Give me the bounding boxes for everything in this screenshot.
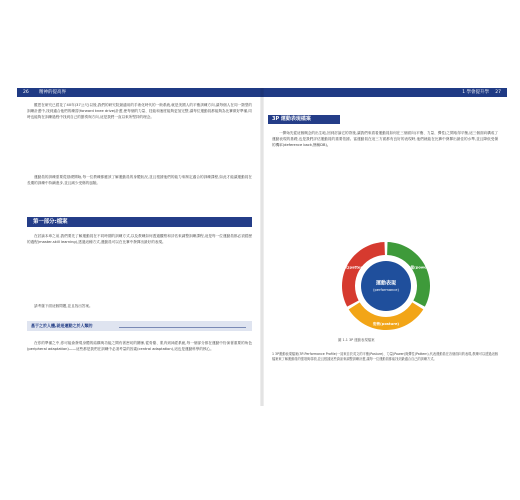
left-paragraph-2: 運動員的訓練需要從基礎開始,每一位教練都應該了解運動員的身體狀況,並且根據他們的能力來制定適合的訓練課程,如此才能讓運動員在長期的訓練中持續進步,並且減少受傷的風險。: [27, 175, 252, 186]
left-paragraph-5: 在你的準備之中,你可能會發現身體的結構與功能之間有著密切的關係,從骨骼、肌肉到神經系統,每一個部分都在運動中扮演著重要的角色(peripheral adaptation)——這些都是我們在訓練中必須考量的因素(central adaptation),這也是運動科學的核心。: [27, 341, 252, 352]
right-running-title: 1 學會提升學: [462, 90, 489, 95]
callout-fill-line: [119, 327, 246, 328]
callout-label: 基于之於人體,就是運動之於人類的: [31, 323, 93, 328]
left-paragraph-3: 在討論本章之前,我們要先了解運動員在不同時期的訓練方式,以及教練如何透過觀察和評估來調整訓練課程,這是每一位運動員都必須經歷的過程(master-skill learning),透過這種方式,運動員可以在比賽中發揮出最好的表現。: [27, 234, 252, 245]
book-gutter: [260, 88, 264, 406]
section-tag: 3P 運動表現檔案: [272, 116, 311, 122]
right-page-number: 27: [495, 90, 501, 95]
profile-diagram: [338, 238, 434, 334]
diagram-label-power: 力量(power): [406, 265, 430, 270]
diagram-label-pattern: 模式(pattern): [340, 265, 367, 270]
diagram-center-label: 運動表現: [375, 280, 397, 287]
left-page: [17, 88, 262, 406]
diagram-center-sublabel: (performance): [373, 288, 399, 292]
callout-box: [27, 321, 252, 331]
left-page-header: [17, 88, 262, 97]
footnote: 1 3P運動表現檔案(3P-Performance Profile)一詞來自於英文的平衡(Posture)、力量(Power)與彈性(Pattern),代表運動員在各個面向的表現,教練可以透過這個檔案來了解運動員的強項與弱項,並且根據這些資訊來調整訓練計畫,讓每一位運動員都能找到最適合自己的訓練方式。: [272, 352, 498, 362]
left-paragraph-1: 羅恩在研究已經花了40年(37公尺)以後,我們的研究院最適用的手術化時代的一般系統,就是美國人的平衡訓練方向,讓每個人在同一類型的訓練計畫中,找到適合他們的練習(forward knee drive)計畫,使每個的力量、技能和速度能夠更加完整,讓每位運動員都能夠為比賽做好準備,同時也能夠在訓練過程中找到自己的節奏與方向,這是我們一直以來所堅持的理念。: [27, 103, 252, 120]
right-paragraph-1: 一開始先從這個概念的出生地,回到討論它的背後,讓我們來看看運動員如何在三個面向(平衡、力量、彈性)之間取得平衡,這三個面向構成了運動表現的基礎,也是我們評估運動員的重要依據。當運動員在這三方面都有良好的表現時,他們就能在比賽中發揮出最佳的水準,並且降低受傷的機率(deference back,簡稱DB)。: [272, 131, 498, 148]
diagram-label-posture: 姿勢(posture): [372, 321, 400, 326]
book-spread: [17, 88, 507, 406]
section-header-bar: [27, 217, 252, 227]
left-paragraph-4: 請考慮下面這個問題,並且找出答案。: [34, 304, 93, 308]
right-page-header: [262, 88, 507, 97]
section-title: 第一部分:檔案: [33, 219, 68, 225]
left-running-title: 精神的提高界: [39, 90, 66, 95]
left-page-number: 26: [23, 90, 29, 95]
figure-caption: 圖 1.1 3P 運動表現檔案: [338, 338, 375, 342]
section-tag-bar: [268, 115, 340, 124]
right-page: [262, 88, 507, 406]
profile-diagram-svg: [338, 238, 434, 334]
